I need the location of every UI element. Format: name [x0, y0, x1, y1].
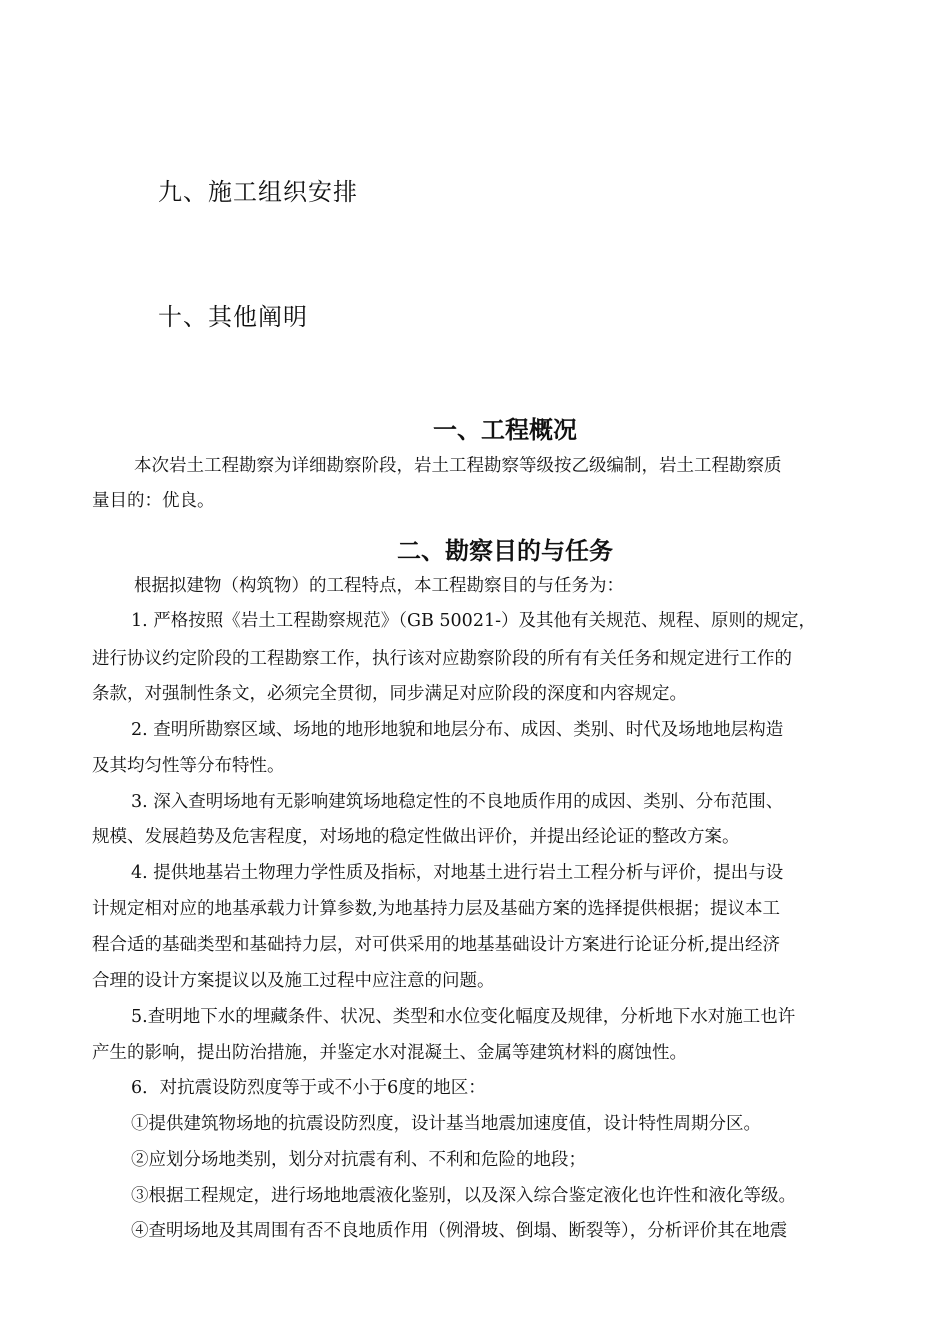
- paragraph-line: 根据拟建物（构筑物）的工程特点，本工程勘察目的与任务为：: [134, 576, 624, 596]
- paragraph-line: 6．对抗震设防烈度等于或不小于6度的地区：: [131, 1078, 486, 1098]
- toc-item-9: 九、施工组织安排: [158, 178, 358, 206]
- paragraph-line: 5.查明地下水的埋藏条件、状况、类型和水位变化幅度及规律，分析地下水对施工也许: [131, 1007, 796, 1027]
- paragraph-line: ④查明场地及其周围有否不良地质作用（例滑坡、倒塌、断裂等），分析评价其在地震: [131, 1221, 788, 1241]
- paragraph-line: 进行协议约定阶段的工程勘察工作，执行该对应勘察阶段的所有有关任务和规定进行工作的: [92, 649, 792, 669]
- paragraph-line: 合理的设计方案提议以及施工过程中应注意的问题。: [92, 971, 495, 991]
- paragraph-line: 4. 提供地基岩土物理力学性质及指标，对地基土进行岩土工程分析与评价，提出与设: [131, 863, 784, 883]
- section-1-title: 一、工程概况: [433, 416, 577, 444]
- paragraph-line: 3. 深入查明场地有无影响建筑场地稳定性的不良地质作用的成因、类别、分布范围、: [131, 792, 784, 812]
- paragraph-line: 条款，对强制性条文，必须完全贯彻，同步满足对应阶段的深度和内容规定。: [92, 684, 687, 704]
- paragraph-line: ①提供建筑物场地的抗震设防烈度，设计基当地震加速度值，设计特性周期分区。: [131, 1114, 761, 1134]
- paragraph-line: 2. 查明所勘察区域、场地的地形地貌和地层分布、成因、类别、时代及场地地层构造: [131, 720, 784, 740]
- paragraph-line: 产生的影响，提出防治措施，并鉴定水对混凝土、金属等建筑材料的腐蚀性。: [92, 1043, 687, 1063]
- paragraph-line: 本次岩土工程勘察为详细勘察阶段，岩土工程勘察等级按乙级编制，岩土工程勘察质: [134, 456, 782, 476]
- toc-item-10: 十、其他阐明: [158, 303, 308, 331]
- paragraph-line: 规模、发展趋势及危害程度，对场地的稳定性做出评价，并提出经论证的整改方案。: [92, 827, 740, 847]
- paragraph-line: 1. 严格按照《岩土工程勘察规范》（GB 50021-）及其他有关规范、规程、原则的规定，: [131, 611, 816, 631]
- section-2-title: 二、勘察目的与任务: [397, 537, 613, 565]
- paragraph-line: ③根据工程规定，进行场地地震液化鉴别，以及深入综合鉴定液化也许性和液化等级。: [131, 1186, 796, 1206]
- paragraph-line: 量目的：优良。: [92, 491, 215, 511]
- paragraph-line: ②应划分场地类别，划分对抗震有利、不利和危险的地段；: [131, 1150, 586, 1170]
- paragraph-line: 及其均匀性等分布特性。: [92, 756, 285, 776]
- paragraph-line: 计规定相对应的地基承载力计算参数,为地基持力层及基础方案的选择提供根据；提议本工: [92, 899, 781, 919]
- paragraph-line: 程合适的基础类型和基础持力层，对可供采用的地基基础设计方案进行论证分析,提出经济: [92, 935, 781, 955]
